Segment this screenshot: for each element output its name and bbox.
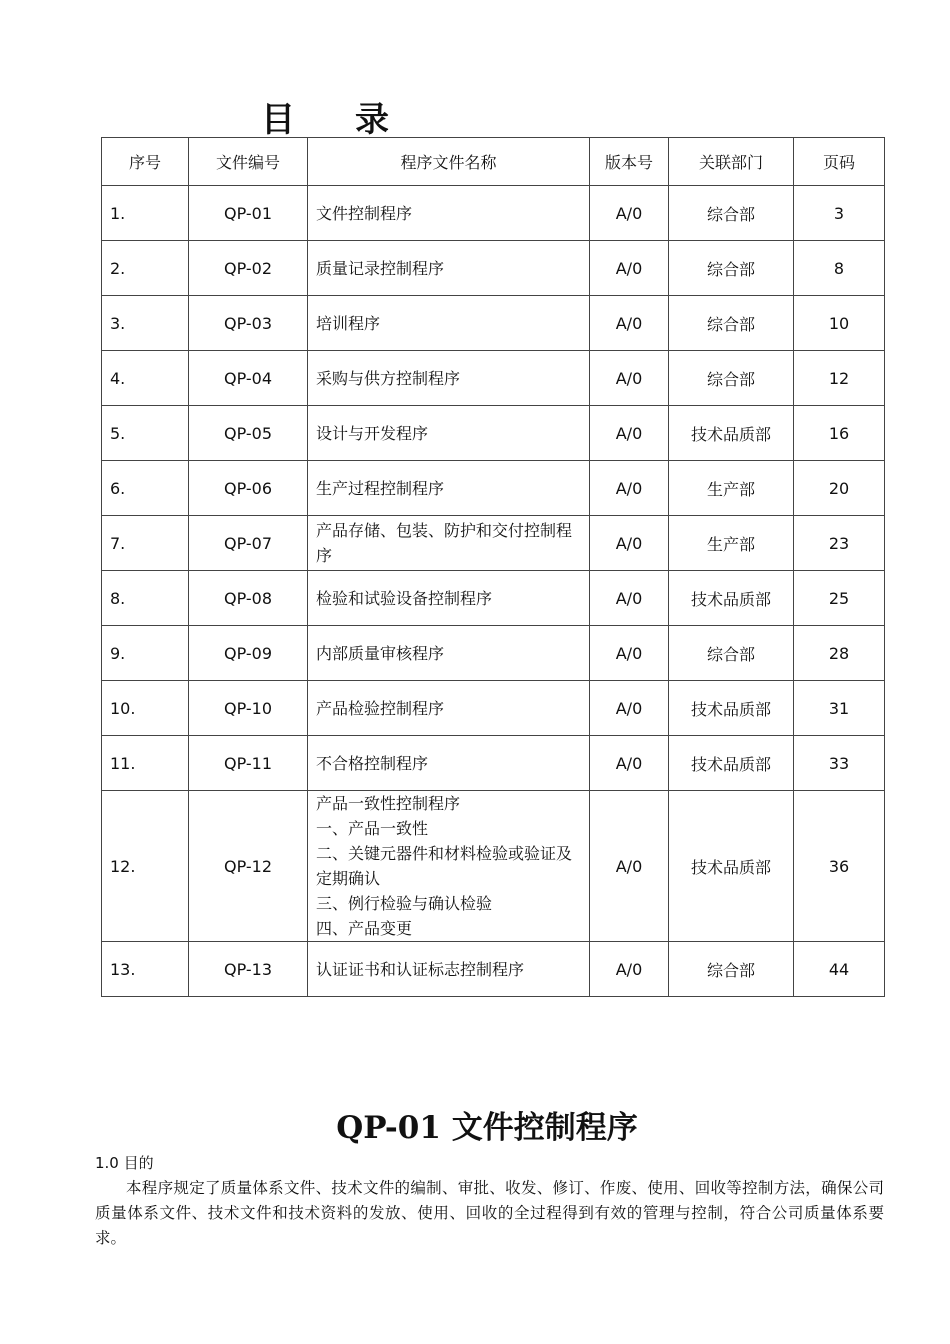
row-page: 12 bbox=[794, 351, 885, 406]
row-code: QP-13 bbox=[189, 942, 308, 997]
row-code: QP-02 bbox=[189, 241, 308, 296]
row-name-line: 文件控制程序 bbox=[316, 203, 413, 223]
header-dept: 关联部门 bbox=[669, 138, 794, 186]
row-name bbox=[308, 681, 590, 736]
row-name bbox=[308, 571, 590, 626]
row-number: 5. bbox=[102, 406, 189, 461]
table-row bbox=[102, 626, 885, 681]
row-name-line: 产品检验控制程序 bbox=[316, 698, 445, 718]
table-row bbox=[102, 461, 885, 516]
row-version: A/0 bbox=[590, 461, 669, 516]
row-code: QP-01 bbox=[189, 186, 308, 241]
table-row bbox=[102, 942, 885, 997]
row-version: A/0 bbox=[590, 571, 669, 626]
row-version: A/0 bbox=[590, 516, 669, 571]
row-name-line: 不合格控制程序 bbox=[316, 753, 429, 773]
row-name bbox=[308, 406, 590, 461]
header-version: 版本号 bbox=[590, 138, 669, 186]
row-page: 28 bbox=[794, 626, 885, 681]
row-number: 1. bbox=[102, 186, 189, 241]
row-name-line: 检验和试验设备控制程序 bbox=[316, 588, 493, 608]
row-name bbox=[308, 626, 590, 681]
row-page: 44 bbox=[794, 942, 885, 997]
table-row bbox=[102, 186, 885, 241]
header-name: 程序文件名称 bbox=[308, 138, 590, 186]
row-name-line: 生产过程控制程序 bbox=[316, 478, 445, 498]
row-number: 7. bbox=[102, 516, 189, 571]
row-page: 31 bbox=[794, 681, 885, 736]
row-number: 11. bbox=[102, 736, 189, 791]
row-version: A/0 bbox=[590, 186, 669, 241]
row-page: 36 bbox=[794, 791, 885, 942]
row-page: 25 bbox=[794, 571, 885, 626]
row-number: 12. bbox=[102, 791, 189, 942]
row-name bbox=[308, 461, 590, 516]
row-name-line: 采购与供方控制程序 bbox=[316, 368, 461, 388]
row-name bbox=[308, 186, 590, 241]
row-version: A/0 bbox=[590, 942, 669, 997]
row-code: QP-11 bbox=[189, 736, 308, 791]
toc-title: 目录 bbox=[261, 100, 449, 140]
row-version: A/0 bbox=[590, 241, 669, 296]
row-code: QP-09 bbox=[189, 626, 308, 681]
table-row bbox=[102, 681, 885, 736]
row-code: QP-12 bbox=[189, 791, 308, 942]
row-name bbox=[308, 791, 590, 942]
section-body: 本程序规定了质量体系文件、技术文件的编制、审批、收发、修订、作废、使用、回收等控制方法，确保公司质量体系文件、技术文件和技术资料的发放、使用、回收的全过程得到有效的管理与控制，符合公司质量体系要求。 bbox=[95, 1179, 884, 1247]
table-row bbox=[102, 571, 885, 626]
row-dept: 技术品质部 bbox=[669, 406, 794, 461]
row-dept: 综合部 bbox=[669, 186, 794, 241]
row-name bbox=[308, 942, 590, 997]
row-number: 6. bbox=[102, 461, 189, 516]
row-name bbox=[308, 516, 590, 571]
header-page: 页码 bbox=[794, 138, 885, 186]
row-page: 16 bbox=[794, 406, 885, 461]
row-code: QP-05 bbox=[189, 406, 308, 461]
row-version: A/0 bbox=[590, 406, 669, 461]
row-code: QP-06 bbox=[189, 461, 308, 516]
row-name-line: 培训程序 bbox=[316, 313, 381, 333]
toc-table bbox=[101, 137, 885, 997]
row-code: QP-10 bbox=[189, 681, 308, 736]
row-dept: 技术品质部 bbox=[669, 791, 794, 942]
row-name bbox=[308, 296, 590, 351]
row-version: A/0 bbox=[590, 681, 669, 736]
row-dept: 综合部 bbox=[669, 942, 794, 997]
row-dept: 技术品质部 bbox=[669, 736, 794, 791]
row-code: QP-04 bbox=[189, 351, 308, 406]
row-page: 3 bbox=[794, 186, 885, 241]
toc-body bbox=[102, 186, 885, 997]
section-heading: 1.0 目的 bbox=[95, 1154, 154, 1172]
row-code: QP-07 bbox=[189, 516, 308, 571]
row-name-line: 质量记录控制程序 bbox=[316, 258, 445, 278]
row-version: A/0 bbox=[590, 791, 669, 942]
row-code: QP-03 bbox=[189, 296, 308, 351]
table-row bbox=[102, 296, 885, 351]
row-page: 20 bbox=[794, 461, 885, 516]
row-name-line: 一、产品一致性 bbox=[316, 819, 429, 838]
table-header-row bbox=[102, 138, 885, 186]
row-page: 33 bbox=[794, 736, 885, 791]
row-name-line: 二、关键元器件和材料检验或验证及定期确认 bbox=[316, 844, 573, 888]
row-name-line: 设计与开发程序 bbox=[316, 423, 429, 443]
row-name-line: 产品存储、包装、防护和交付控制程序 bbox=[316, 521, 573, 565]
row-page: 10 bbox=[794, 296, 885, 351]
row-number: 13. bbox=[102, 942, 189, 997]
row-name-line: 产品一致性控制程序 bbox=[316, 794, 461, 813]
row-dept: 生产部 bbox=[669, 461, 794, 516]
row-name bbox=[308, 351, 590, 406]
row-code: QP-08 bbox=[189, 571, 308, 626]
table-row bbox=[102, 241, 885, 296]
document-title: QP-01 文件控制程序 bbox=[336, 1110, 638, 1146]
row-number: 10. bbox=[102, 681, 189, 736]
row-version: A/0 bbox=[590, 736, 669, 791]
row-dept: 综合部 bbox=[669, 351, 794, 406]
row-number: 3. bbox=[102, 296, 189, 351]
row-name-line: 认证证书和认证标志控制程序 bbox=[316, 959, 525, 979]
row-version: A/0 bbox=[590, 626, 669, 681]
row-version: A/0 bbox=[590, 351, 669, 406]
table-row bbox=[102, 351, 885, 406]
row-number: 9. bbox=[102, 626, 189, 681]
table-row bbox=[102, 516, 885, 571]
table-row bbox=[102, 406, 885, 461]
row-version: A/0 bbox=[590, 296, 669, 351]
row-dept: 综合部 bbox=[669, 296, 794, 351]
row-dept: 技术品质部 bbox=[669, 571, 794, 626]
row-name bbox=[308, 241, 590, 296]
row-number: 2. bbox=[102, 241, 189, 296]
row-page: 23 bbox=[794, 516, 885, 571]
row-number: 8. bbox=[102, 571, 189, 626]
header-code: 文件编号 bbox=[189, 138, 308, 186]
row-name bbox=[308, 736, 590, 791]
header-num: 序号 bbox=[102, 138, 189, 186]
row-dept: 综合部 bbox=[669, 626, 794, 681]
table-row bbox=[102, 791, 885, 942]
row-number: 4. bbox=[102, 351, 189, 406]
row-page: 8 bbox=[794, 241, 885, 296]
row-dept: 综合部 bbox=[669, 241, 794, 296]
row-name-line: 内部质量审核程序 bbox=[316, 643, 445, 663]
table-row bbox=[102, 736, 885, 791]
row-dept: 技术品质部 bbox=[669, 681, 794, 736]
row-name-line: 四、产品变更 bbox=[316, 919, 413, 938]
row-dept: 生产部 bbox=[669, 516, 794, 571]
row-name-line: 三、例行检验与确认检验 bbox=[316, 894, 493, 913]
